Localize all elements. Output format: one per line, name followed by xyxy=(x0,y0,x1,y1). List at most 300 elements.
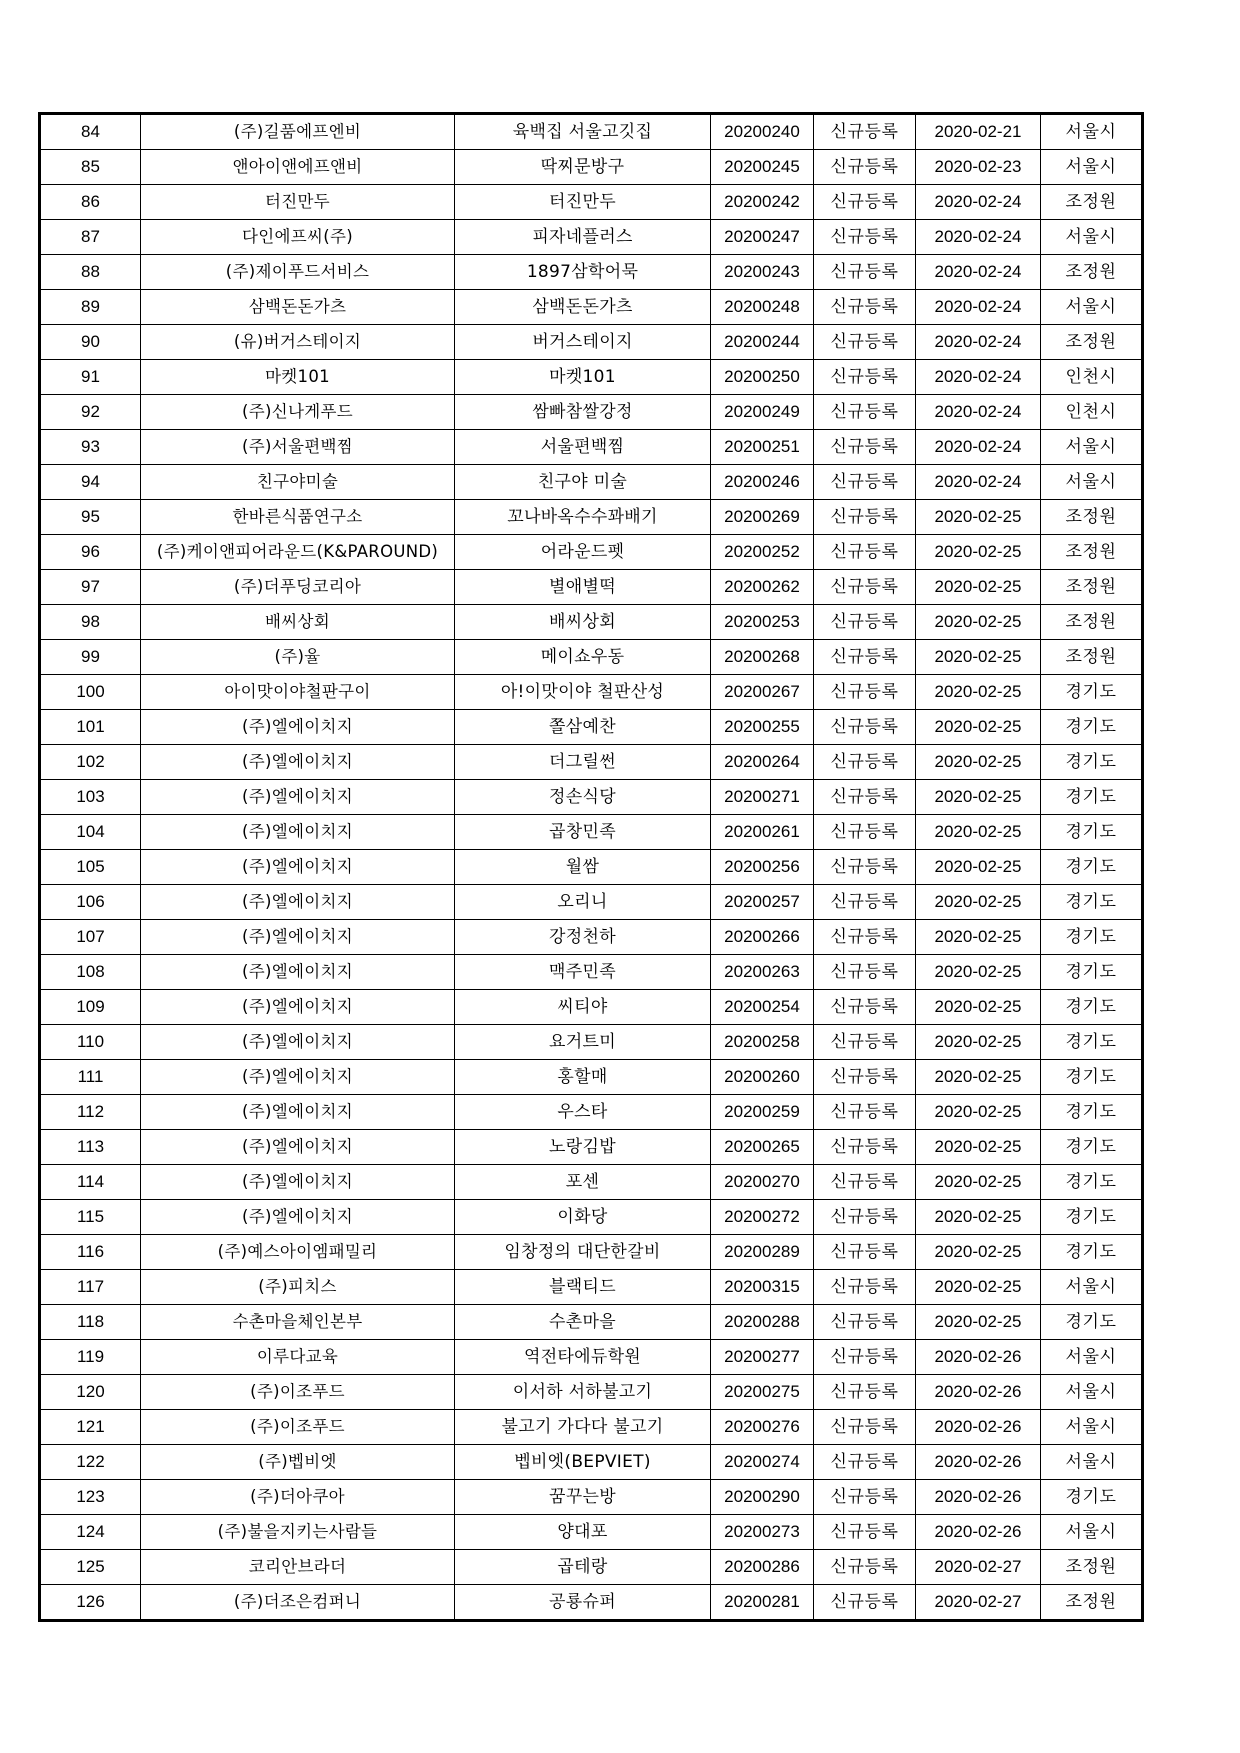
company-name-cell: (주)불을지키는사람들 xyxy=(141,1515,455,1550)
brand-name-cell: 노랑김밥 xyxy=(455,1130,711,1165)
registration-type-cell: 신규등록 xyxy=(814,1585,916,1621)
brand-name-cell: 꿈꾸는방 xyxy=(455,1480,711,1515)
registration-date-cell: 2020-02-27 xyxy=(916,1585,1041,1621)
registration-date-cell: 2020-02-24 xyxy=(916,465,1041,500)
row-number-cell: 99 xyxy=(40,640,141,675)
brand-name-cell: 버거스테이지 xyxy=(455,325,711,360)
brand-name-cell: 메이쇼우동 xyxy=(455,640,711,675)
registration-date-cell: 2020-02-25 xyxy=(916,780,1041,815)
registration-type-cell: 신규등록 xyxy=(814,1305,916,1340)
region-cell: 경기도 xyxy=(1041,780,1143,815)
registration-number-cell: 20200265 xyxy=(711,1130,814,1165)
row-number-cell: 88 xyxy=(40,255,141,290)
registration-type-cell: 신규등록 xyxy=(814,640,916,675)
registration-number-cell: 20200269 xyxy=(711,500,814,535)
company-name-cell: (주)더아쿠아 xyxy=(141,1480,455,1515)
table-row xyxy=(40,990,1143,1025)
region-cell: 경기도 xyxy=(1041,1165,1143,1200)
registration-date-cell: 2020-02-26 xyxy=(916,1375,1041,1410)
region-cell: 조정원 xyxy=(1041,1550,1143,1585)
table-row xyxy=(40,640,1143,675)
region-cell: 인천시 xyxy=(1041,395,1143,430)
registration-type-cell: 신규등록 xyxy=(814,1025,916,1060)
company-name-cell: 다인에프씨(주) xyxy=(141,220,455,255)
registration-date-cell: 2020-02-24 xyxy=(916,395,1041,430)
region-cell: 서울시 xyxy=(1041,465,1143,500)
table-body xyxy=(40,114,1143,1621)
registration-number-cell: 20200251 xyxy=(711,430,814,465)
table-row xyxy=(40,395,1143,430)
company-name-cell: (주)신나게푸드 xyxy=(141,395,455,430)
registration-number-cell: 20200247 xyxy=(711,220,814,255)
brand-name-cell: 월쌈 xyxy=(455,850,711,885)
table-row xyxy=(40,1060,1143,1095)
registration-type-cell: 신규등록 xyxy=(814,920,916,955)
brand-name-cell: 어라운드펫 xyxy=(455,535,711,570)
region-cell: 경기도 xyxy=(1041,1235,1143,1270)
company-name-cell: (주)길품에프엔비 xyxy=(141,114,455,150)
table-row xyxy=(40,955,1143,990)
brand-name-cell: 요거트미 xyxy=(455,1025,711,1060)
registration-number-cell: 20200266 xyxy=(711,920,814,955)
registration-date-cell: 2020-02-25 xyxy=(916,1270,1041,1305)
registration-number-cell: 20200272 xyxy=(711,1200,814,1235)
table-row xyxy=(40,1340,1143,1375)
region-cell: 서울시 xyxy=(1041,114,1143,150)
table-row xyxy=(40,675,1143,710)
table-row xyxy=(40,1165,1143,1200)
region-cell: 서울시 xyxy=(1041,1270,1143,1305)
region-cell: 조정원 xyxy=(1041,570,1143,605)
company-name-cell: (주)엘에이치지 xyxy=(141,955,455,990)
registration-type-cell: 신규등록 xyxy=(814,1340,916,1375)
row-number-cell: 85 xyxy=(40,150,141,185)
registration-number-cell: 20200252 xyxy=(711,535,814,570)
brand-name-cell: 더그릴썬 xyxy=(455,745,711,780)
table-row xyxy=(40,920,1143,955)
region-cell: 경기도 xyxy=(1041,1095,1143,1130)
company-name-cell: 배씨상회 xyxy=(141,605,455,640)
brand-name-cell: 맥주민족 xyxy=(455,955,711,990)
company-name-cell: (주)엘에이치지 xyxy=(141,1200,455,1235)
row-number-cell: 115 xyxy=(40,1200,141,1235)
row-number-cell: 122 xyxy=(40,1445,141,1480)
brand-name-cell: 곱창민족 xyxy=(455,815,711,850)
registration-type-cell: 신규등록 xyxy=(814,535,916,570)
company-name-cell: 이루다교육 xyxy=(141,1340,455,1375)
registration-number-cell: 20200250 xyxy=(711,360,814,395)
registration-number-cell: 20200256 xyxy=(711,850,814,885)
region-cell: 경기도 xyxy=(1041,815,1143,850)
brand-name-cell: 꼬나바옥수수꽈배기 xyxy=(455,500,711,535)
registration-date-cell: 2020-02-25 xyxy=(916,1165,1041,1200)
brand-name-cell: 터진만두 xyxy=(455,185,711,220)
region-cell: 조정원 xyxy=(1041,640,1143,675)
row-number-cell: 125 xyxy=(40,1550,141,1585)
brand-name-cell: 공룡슈퍼 xyxy=(455,1585,711,1621)
region-cell: 조정원 xyxy=(1041,605,1143,640)
brand-name-cell: 별애별떡 xyxy=(455,570,711,605)
company-name-cell: (주)엘에이치지 xyxy=(141,1130,455,1165)
row-number-cell: 116 xyxy=(40,1235,141,1270)
registration-number-cell: 20200315 xyxy=(711,1270,814,1305)
registration-number-cell: 20200259 xyxy=(711,1095,814,1130)
brand-name-cell: 곱테랑 xyxy=(455,1550,711,1585)
registration-number-cell: 20200258 xyxy=(711,1025,814,1060)
company-name-cell: (유)버거스테이지 xyxy=(141,325,455,360)
registration-date-cell: 2020-02-25 xyxy=(916,955,1041,990)
brand-name-cell: 불고기 가다다 불고기 xyxy=(455,1410,711,1445)
company-name-cell: (주)엘에이치지 xyxy=(141,1095,455,1130)
registration-type-cell: 신규등록 xyxy=(814,360,916,395)
table-row xyxy=(40,465,1143,500)
row-number-cell: 111 xyxy=(40,1060,141,1095)
registration-date-cell: 2020-02-21 xyxy=(916,114,1041,150)
registration-number-cell: 20200276 xyxy=(711,1410,814,1445)
registration-type-cell: 신규등록 xyxy=(814,815,916,850)
brand-name-cell: 친구야 미술 xyxy=(455,465,711,500)
company-name-cell: (주)엘에이치지 xyxy=(141,745,455,780)
table-row xyxy=(40,185,1143,220)
brand-name-cell: 이서하 서하불고기 xyxy=(455,1375,711,1410)
company-name-cell: (주)예스아이엠패밀리 xyxy=(141,1235,455,1270)
registration-date-cell: 2020-02-25 xyxy=(916,1130,1041,1165)
region-cell: 경기도 xyxy=(1041,1130,1143,1165)
row-number-cell: 98 xyxy=(40,605,141,640)
registration-number-cell: 20200267 xyxy=(711,675,814,710)
registration-number-cell: 20200245 xyxy=(711,150,814,185)
row-number-cell: 93 xyxy=(40,430,141,465)
registration-number-cell: 20200288 xyxy=(711,1305,814,1340)
registration-number-cell: 20200268 xyxy=(711,640,814,675)
company-name-cell: (주)더조은컴퍼니 xyxy=(141,1585,455,1621)
registration-date-cell: 2020-02-25 xyxy=(916,570,1041,605)
registration-type-cell: 신규등록 xyxy=(814,1130,916,1165)
registration-date-cell: 2020-02-26 xyxy=(916,1445,1041,1480)
registration-date-cell: 2020-02-26 xyxy=(916,1410,1041,1445)
brand-name-cell: 삼백돈돈가츠 xyxy=(455,290,711,325)
brand-name-cell: 양대포 xyxy=(455,1515,711,1550)
registration-number-cell: 20200244 xyxy=(711,325,814,360)
row-number-cell: 95 xyxy=(40,500,141,535)
registration-date-cell: 2020-02-25 xyxy=(916,990,1041,1025)
region-cell: 서울시 xyxy=(1041,1375,1143,1410)
registration-date-cell: 2020-02-25 xyxy=(916,535,1041,570)
brand-name-cell: 수촌마을 xyxy=(455,1305,711,1340)
registration-number-cell: 20200264 xyxy=(711,745,814,780)
brand-name-cell: 이화당 xyxy=(455,1200,711,1235)
registration-number-cell: 20200274 xyxy=(711,1445,814,1480)
registration-type-cell: 신규등록 xyxy=(814,780,916,815)
company-name-cell: (주)엘에이치지 xyxy=(141,920,455,955)
region-cell: 서울시 xyxy=(1041,1410,1143,1445)
registration-date-cell: 2020-02-24 xyxy=(916,325,1041,360)
region-cell: 서울시 xyxy=(1041,430,1143,465)
registration-date-cell: 2020-02-24 xyxy=(916,430,1041,465)
company-name-cell: (주)제이푸드서비스 xyxy=(141,255,455,290)
table-row xyxy=(40,535,1143,570)
region-cell: 서울시 xyxy=(1041,1340,1143,1375)
table-row xyxy=(40,605,1143,640)
company-name-cell: (주)이조푸드 xyxy=(141,1410,455,1445)
registration-date-cell: 2020-02-24 xyxy=(916,290,1041,325)
table-row xyxy=(40,360,1143,395)
row-number-cell: 101 xyxy=(40,710,141,745)
registration-date-cell: 2020-02-24 xyxy=(916,220,1041,255)
row-number-cell: 110 xyxy=(40,1025,141,1060)
registration-date-cell: 2020-02-25 xyxy=(916,1305,1041,1340)
table-row xyxy=(40,500,1143,535)
row-number-cell: 97 xyxy=(40,570,141,605)
region-cell: 서울시 xyxy=(1041,290,1143,325)
region-cell: 경기도 xyxy=(1041,1305,1143,1340)
registration-type-cell: 신규등록 xyxy=(814,850,916,885)
registration-type-cell: 신규등록 xyxy=(814,710,916,745)
region-cell: 조정원 xyxy=(1041,1585,1143,1621)
brand-name-cell: 쌈빠참쌀강정 xyxy=(455,395,711,430)
table-row xyxy=(40,255,1143,290)
registration-type-cell: 신규등록 xyxy=(814,1480,916,1515)
brand-name-cell: 육백집 서울고깃집 xyxy=(455,114,711,150)
registration-type-cell: 신규등록 xyxy=(814,290,916,325)
table-row xyxy=(40,885,1143,920)
registration-number-cell: 20200261 xyxy=(711,815,814,850)
registration-type-cell: 신규등록 xyxy=(814,1200,916,1235)
brand-name-cell: 씨티야 xyxy=(455,990,711,1025)
company-name-cell: 앤아이앤에프앤비 xyxy=(141,150,455,185)
brand-name-cell: 포센 xyxy=(455,1165,711,1200)
company-name-cell: (주)엘에이치지 xyxy=(141,885,455,920)
row-number-cell: 100 xyxy=(40,675,141,710)
row-number-cell: 84 xyxy=(40,114,141,150)
registration-date-cell: 2020-02-25 xyxy=(916,1095,1041,1130)
brand-name-cell: 딱찌문방구 xyxy=(455,150,711,185)
registration-date-cell: 2020-02-25 xyxy=(916,815,1041,850)
row-number-cell: 114 xyxy=(40,1165,141,1200)
region-cell: 경기도 xyxy=(1041,745,1143,780)
registration-date-cell: 2020-02-25 xyxy=(916,850,1041,885)
registration-type-cell: 신규등록 xyxy=(814,1095,916,1130)
company-name-cell: 수촌마을체인본부 xyxy=(141,1305,455,1340)
registration-number-cell: 20200273 xyxy=(711,1515,814,1550)
registration-number-cell: 20200286 xyxy=(711,1550,814,1585)
registration-type-cell: 신규등록 xyxy=(814,675,916,710)
row-number-cell: 90 xyxy=(40,325,141,360)
table-row xyxy=(40,325,1143,360)
registration-type-cell: 신규등록 xyxy=(814,325,916,360)
registration-date-cell: 2020-02-27 xyxy=(916,1550,1041,1585)
registration-date-cell: 2020-02-26 xyxy=(916,1515,1041,1550)
company-name-cell: 터진만두 xyxy=(141,185,455,220)
company-name-cell: (주)케이앤피어라운드(K&PAROUND) xyxy=(141,535,455,570)
region-cell: 조정원 xyxy=(1041,325,1143,360)
row-number-cell: 86 xyxy=(40,185,141,220)
registration-number-cell: 20200270 xyxy=(711,1165,814,1200)
table-row xyxy=(40,1270,1143,1305)
brand-name-cell: 배씨상회 xyxy=(455,605,711,640)
registration-number-cell: 20200290 xyxy=(711,1480,814,1515)
registration-number-cell: 20200249 xyxy=(711,395,814,430)
registration-type-cell: 신규등록 xyxy=(814,395,916,430)
registration-number-cell: 20200242 xyxy=(711,185,814,220)
table-row xyxy=(40,850,1143,885)
row-number-cell: 121 xyxy=(40,1410,141,1445)
row-number-cell: 89 xyxy=(40,290,141,325)
registration-number-cell: 20200275 xyxy=(711,1375,814,1410)
registration-date-cell: 2020-02-25 xyxy=(916,1235,1041,1270)
region-cell: 조정원 xyxy=(1041,535,1143,570)
registration-type-cell: 신규등록 xyxy=(814,1550,916,1585)
registration-type-cell: 신규등록 xyxy=(814,185,916,220)
region-cell: 경기도 xyxy=(1041,1480,1143,1515)
registration-type-cell: 신규등록 xyxy=(814,1060,916,1095)
registration-date-cell: 2020-02-25 xyxy=(916,1060,1041,1095)
registration-type-cell: 신규등록 xyxy=(814,1375,916,1410)
table-row xyxy=(40,745,1143,780)
registration-date-cell: 2020-02-23 xyxy=(916,150,1041,185)
registration-date-cell: 2020-02-25 xyxy=(916,710,1041,745)
row-number-cell: 106 xyxy=(40,885,141,920)
row-number-cell: 107 xyxy=(40,920,141,955)
row-number-cell: 118 xyxy=(40,1305,141,1340)
registration-number-cell: 20200254 xyxy=(711,990,814,1025)
registration-type-cell: 신규등록 xyxy=(814,745,916,780)
region-cell: 경기도 xyxy=(1041,675,1143,710)
row-number-cell: 105 xyxy=(40,850,141,885)
region-cell: 경기도 xyxy=(1041,920,1143,955)
registration-number-cell: 20200246 xyxy=(711,465,814,500)
row-number-cell: 112 xyxy=(40,1095,141,1130)
company-name-cell: (주)엘에이치지 xyxy=(141,1060,455,1095)
brand-name-cell: 홍할매 xyxy=(455,1060,711,1095)
company-name-cell: (주)더푸딩코리아 xyxy=(141,570,455,605)
registration-number-cell: 20200260 xyxy=(711,1060,814,1095)
registration-date-cell: 2020-02-25 xyxy=(916,745,1041,780)
registration-number-cell: 20200257 xyxy=(711,885,814,920)
region-cell: 경기도 xyxy=(1041,850,1143,885)
brand-name-cell: 피자네플러스 xyxy=(455,220,711,255)
registration-number-cell: 20200253 xyxy=(711,605,814,640)
brand-name-cell: 아!이맛이야 철판산성 xyxy=(455,675,711,710)
row-number-cell: 104 xyxy=(40,815,141,850)
table-row xyxy=(40,1235,1143,1270)
company-name-cell: (주)이조푸드 xyxy=(141,1375,455,1410)
company-name-cell: (주)엘에이치지 xyxy=(141,850,455,885)
company-name-cell: (주)서울편백찜 xyxy=(141,430,455,465)
registration-date-cell: 2020-02-24 xyxy=(916,255,1041,290)
table-row xyxy=(40,1130,1143,1165)
registration-date-cell: 2020-02-25 xyxy=(916,605,1041,640)
registration-type-cell: 신규등록 xyxy=(814,955,916,990)
region-cell: 경기도 xyxy=(1041,710,1143,745)
row-number-cell: 96 xyxy=(40,535,141,570)
row-number-cell: 113 xyxy=(40,1130,141,1165)
brand-name-cell: 역전타에듀학원 xyxy=(455,1340,711,1375)
company-name-cell: (주)율 xyxy=(141,640,455,675)
company-name-cell: (주)피치스 xyxy=(141,1270,455,1305)
company-name-cell: 마켓101 xyxy=(141,360,455,395)
company-name-cell: 한바른식품연구소 xyxy=(141,500,455,535)
table-row xyxy=(40,1025,1143,1060)
table-row xyxy=(40,815,1143,850)
registration-type-cell: 신규등록 xyxy=(814,255,916,290)
registration-type-cell: 신규등록 xyxy=(814,570,916,605)
registration-date-cell: 2020-02-25 xyxy=(916,675,1041,710)
registration-type-cell: 신규등록 xyxy=(814,1165,916,1200)
region-cell: 조정원 xyxy=(1041,255,1143,290)
brand-name-cell: 서울편백찜 xyxy=(455,430,711,465)
registration-type-cell: 신규등록 xyxy=(814,1270,916,1305)
region-cell: 인천시 xyxy=(1041,360,1143,395)
registration-type-cell: 신규등록 xyxy=(814,465,916,500)
region-cell: 조정원 xyxy=(1041,500,1143,535)
registration-type-cell: 신규등록 xyxy=(814,1235,916,1270)
table-row xyxy=(40,1550,1143,1585)
company-name-cell: (주)엘에이치지 xyxy=(141,780,455,815)
table-row xyxy=(40,1095,1143,1130)
table-row xyxy=(40,1515,1143,1550)
brand-name-cell: 강정천하 xyxy=(455,920,711,955)
table-row xyxy=(40,220,1143,255)
registration-number-cell: 20200248 xyxy=(711,290,814,325)
region-cell: 서울시 xyxy=(1041,220,1143,255)
registration-type-cell: 신규등록 xyxy=(814,990,916,1025)
region-cell: 서울시 xyxy=(1041,1515,1143,1550)
table-row xyxy=(40,1410,1143,1445)
franchise-registration-table xyxy=(38,112,1144,1622)
registration-date-cell: 2020-02-25 xyxy=(916,885,1041,920)
row-number-cell: 126 xyxy=(40,1585,141,1621)
row-number-cell: 108 xyxy=(40,955,141,990)
registration-number-cell: 20200277 xyxy=(711,1340,814,1375)
company-name-cell: (주)벱비엣 xyxy=(141,1445,455,1480)
registration-date-cell: 2020-02-25 xyxy=(916,1200,1041,1235)
registration-table-sheet xyxy=(38,112,1144,1622)
row-number-cell: 119 xyxy=(40,1340,141,1375)
row-number-cell: 102 xyxy=(40,745,141,780)
table-row xyxy=(40,1480,1143,1515)
registration-type-cell: 신규등록 xyxy=(814,605,916,640)
company-name-cell: (주)엘에이치지 xyxy=(141,1165,455,1200)
brand-name-cell: 임창정의 대단한갈비 xyxy=(455,1235,711,1270)
registration-number-cell: 20200289 xyxy=(711,1235,814,1270)
registration-number-cell: 20200271 xyxy=(711,780,814,815)
row-number-cell: 94 xyxy=(40,465,141,500)
table-row xyxy=(40,150,1143,185)
company-name-cell: 친구야미술 xyxy=(141,465,455,500)
region-cell: 경기도 xyxy=(1041,955,1143,990)
company-name-cell: 코리안브라더 xyxy=(141,1550,455,1585)
registration-number-cell: 20200240 xyxy=(711,114,814,150)
registration-type-cell: 신규등록 xyxy=(814,1445,916,1480)
registration-number-cell: 20200255 xyxy=(711,710,814,745)
registration-type-cell: 신규등록 xyxy=(814,114,916,150)
brand-name-cell: 쫄삼예찬 xyxy=(455,710,711,745)
registration-type-cell: 신규등록 xyxy=(814,430,916,465)
row-number-cell: 91 xyxy=(40,360,141,395)
registration-date-cell: 2020-02-26 xyxy=(916,1340,1041,1375)
table-row xyxy=(40,570,1143,605)
row-number-cell: 123 xyxy=(40,1480,141,1515)
region-cell: 서울시 xyxy=(1041,1445,1143,1480)
region-cell: 경기도 xyxy=(1041,990,1143,1025)
row-number-cell: 117 xyxy=(40,1270,141,1305)
table-row xyxy=(40,1375,1143,1410)
brand-name-cell: 벱비엣(BEPVIET) xyxy=(455,1445,711,1480)
registration-date-cell: 2020-02-25 xyxy=(916,640,1041,675)
region-cell: 조정원 xyxy=(1041,185,1143,220)
registration-type-cell: 신규등록 xyxy=(814,150,916,185)
